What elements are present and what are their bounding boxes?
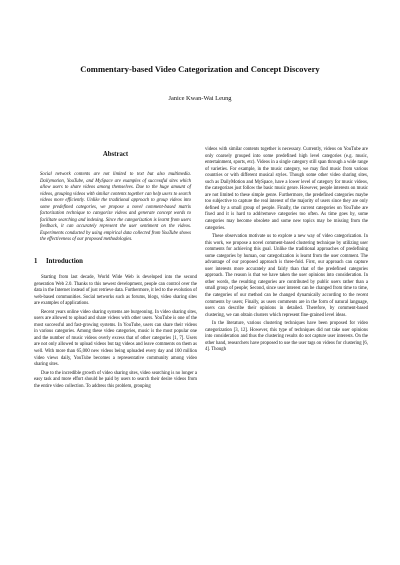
- section-number: 1: [34, 258, 38, 266]
- paper-title: Commentary-based Video Categorization and Concept Discovery: [80, 64, 320, 74]
- abstract-heading: Abstract: [102, 151, 129, 158]
- body-paragraph: Starting from last decade, World Wide Web is developed into the second generation Web 2.0. Thanks to this newest development, people can control over the data in the Internet instead of just retrieve data. Furthermore, it led to the evolution of web-based communities. Social networks such as forums, blogs, video sharing sites are examples of applications.: [34, 275, 197, 307]
- right-column: [205, 147, 368, 354]
- body-paragraph: Recent years online video sharing systems are burgeoning. In video sharing sites, users are allowed to upload and share videos with other users. YouTube is one of the most successful and fast-growing systems. In YouTube, users can share their videos in various categories. Among these video categories, music is the most popular one and the number of music videos overly excess that of other categories [1, 7]. Users are not only allowed to upload videos but tag videos and leave comments on them as well. With more than 65,000 new videos being uploaded every day and 100 million video views daily, YouTube becomes a representative community among video sharing sites.: [34, 309, 197, 368]
- body-paragraph: Due to the incredible growth of video sharing sites, video searching is no longer a easy task and more effort should be paid by users to search their desire videos from the entire video collection. To address this problem, grouping: [34, 370, 197, 389]
- section-heading-introduction: [34, 257, 197, 266]
- section-title: Introduction: [46, 258, 83, 266]
- paper-author: Janice Kwan-Wai Leung: [168, 95, 232, 102]
- body-paragraph: In the literature, various clustering techniques have been proposed for video categorization [3, 12]. However, this type of techniques did not take user opinions into consideration and thus the clustering results do not capture user interests. On the other hand, researchers have proposed to use the user tags on videos for clustering [6, 4]. Though: [205, 321, 368, 353]
- left-column: [34, 150, 197, 390]
- abstract-text: Social network contents are not limited to text but also multimedia. Dailymotion, YouTube, and MySpace are examples of successful sites which allow users to share videos among themselves. Due to the huge amount of videos, grouping videos with similar contents together can help users to search videos more efficiently. Unlike the traditional approach to group videos into some predefined categories, we propose a novel comment-based matrix factorization technique to categorize videos and generate concept words to facilitate searching and indexing. Since the categorization is learnt from users feedback, it can accurately represent the user sentiment on the videos. Experiments conducted by using empirical data collected from YouTube shows the effectiveness of our proposed methodologies.: [40, 172, 191, 243]
- body-paragraph: These observation motivate us to explore a new way of video categorization. In this work, we propose a novel comment-based clustering technique by utilizing user comments for achieving this goal. Unlike the traditional approaches of predefining some categories by human, our categorization is learnt from the user comment. The advantage of our proposed approach is three-fold. First, our approach can capture user interests more accurately and fairly than that of the predefined categories approach. The reason is that we have taken the user opinions into consideration. In other words, the resulting categories are contributed by public users rather than a small group of people; Second, since user interest can be changed from time to time, the categories of our method can be changed dynamically according to the recent comments by users; Finally, as users comments are in the form of natural language, users can describe their opinions in detailed. Therefore, by comment-based clustering, we can obtain clusters which represent fine-grained level ideas.: [205, 234, 368, 318]
- body-paragraph: videos with similar contents together is necessary. Currently, videos on YouTube are only coarsely grouped into some predefined high level categories (e.g. music, entertainment, sports, etc). Videos in a single category still span through a wide range of varieties. For example, in the music category, we may find music from various countries or with different musical styles. Though some other video sharing sites, such as DailyMotion and MySpace, have a lower level of category for music videos, the categorizes just follow the basic music genre. However, people interests on music are not limited to these simple genre. Furthermore, the predefined categories maybe too subjective to capture the real interest of the majority of users since they are only defined by a small group of people. Finally, the current categories on YouTube are fixed and it is hard to add/remove categories too often. As time goes by, some categories may become obsolete and some new topics may be missing from the categories.: [205, 147, 368, 231]
